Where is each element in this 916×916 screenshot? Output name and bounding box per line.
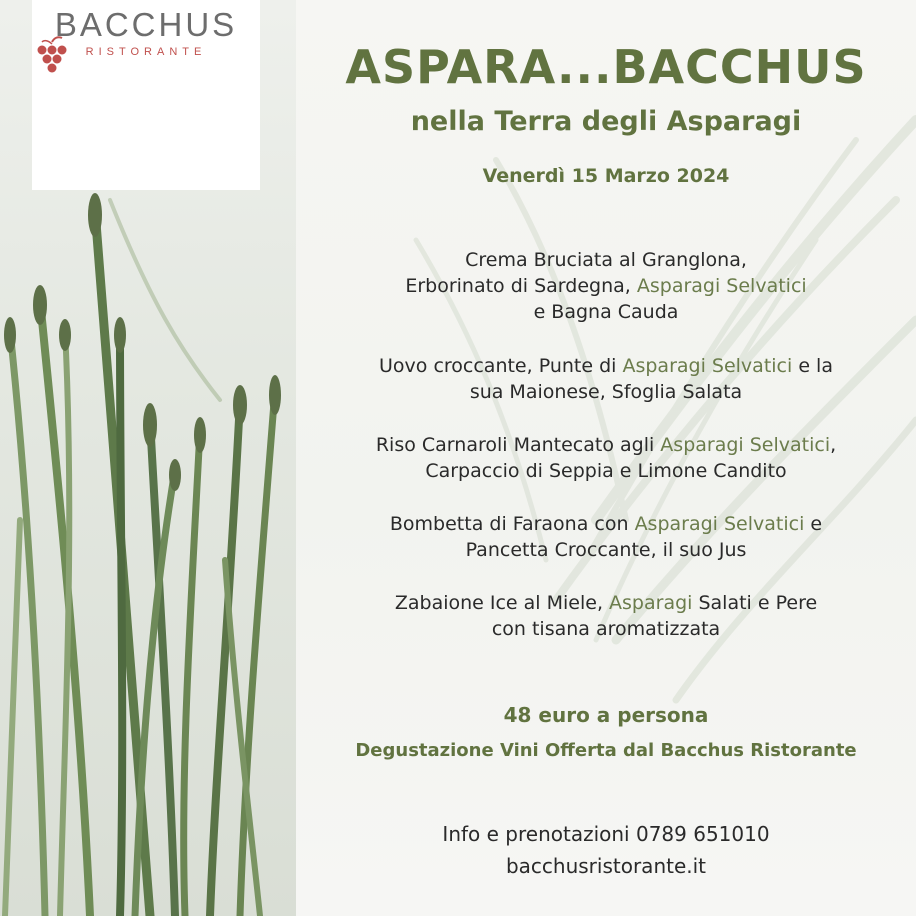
menu-text: Erborinato di Sardegna,	[405, 275, 637, 297]
menu-text: e la	[792, 355, 833, 377]
highlight-ingredient: Asparagi Selvatici	[622, 355, 793, 377]
website-link[interactable]: bacchusristorante.it	[505, 854, 707, 878]
highlight-ingredient: Asparagi Selvatici	[634, 513, 805, 535]
logo-name: BACCHUS	[54, 6, 238, 43]
event-title: ASPARA...BACCHUS	[345, 40, 867, 94]
menu-course-3	[296, 432, 916, 484]
menu-text: e	[804, 513, 823, 535]
contact-info: Info e prenotazioni 0789 651010	[442, 822, 770, 846]
menu-text: e Bagna Cauda	[533, 301, 679, 323]
grape-icon	[32, 36, 72, 80]
highlight-ingredient: Asparagi Selvatici	[636, 275, 807, 297]
menu-text: con tisana aromatizzata	[491, 618, 721, 640]
menu-text: Salati e Pere	[692, 592, 818, 614]
menu-line	[296, 353, 916, 379]
menu-course-5	[296, 590, 916, 642]
menu-line	[296, 616, 916, 642]
menu-line	[296, 590, 916, 616]
menu-text: sua Maionese, Sfoglia Salata	[469, 381, 743, 403]
event-date: Venerdì 15 Marzo 2024	[482, 165, 730, 187]
menu-line	[296, 379, 916, 405]
menu-line	[296, 537, 916, 563]
price: 48 euro a persona	[503, 703, 709, 727]
menu-text: ,	[830, 434, 837, 456]
wine-note: Degustazione Vini Offerta dal Bacchus Ristorante	[355, 740, 857, 761]
highlight-ingredient: Asparagi	[609, 592, 693, 614]
logo-subtitle: RISTORANTE	[85, 46, 207, 58]
menu-line	[296, 299, 916, 325]
menu-course-4	[296, 511, 916, 563]
menu-line	[296, 273, 916, 299]
menu-line	[296, 458, 916, 484]
logo	[32, 0, 260, 190]
menu-text: Bombetta di Faraona con	[389, 513, 635, 535]
menu-text: Carpaccio di Seppia e Limone Candito	[425, 460, 787, 482]
highlight-ingredient: Asparagi Selvatici	[660, 434, 831, 456]
menu-course-2	[296, 353, 916, 405]
menu-line	[296, 247, 916, 273]
menu-text: Uovo croccante, Punte di	[379, 355, 623, 377]
menu-text: Zabaione Ice al Miele,	[394, 592, 610, 614]
menu-text: Pancetta Croccante, il suo Jus	[465, 539, 747, 561]
menu-line	[296, 432, 916, 458]
menu-text: Riso Carnaroli Mantecato agli	[375, 434, 661, 456]
flyer-content	[296, 0, 916, 916]
menu-line	[296, 511, 916, 537]
menu-text: Crema Bruciata al Granglona,	[465, 249, 747, 271]
event-subtitle: nella Terra degli Asparagi	[410, 106, 802, 137]
asparagus-photo	[0, 0, 296, 916]
menu-course-1	[296, 247, 916, 325]
